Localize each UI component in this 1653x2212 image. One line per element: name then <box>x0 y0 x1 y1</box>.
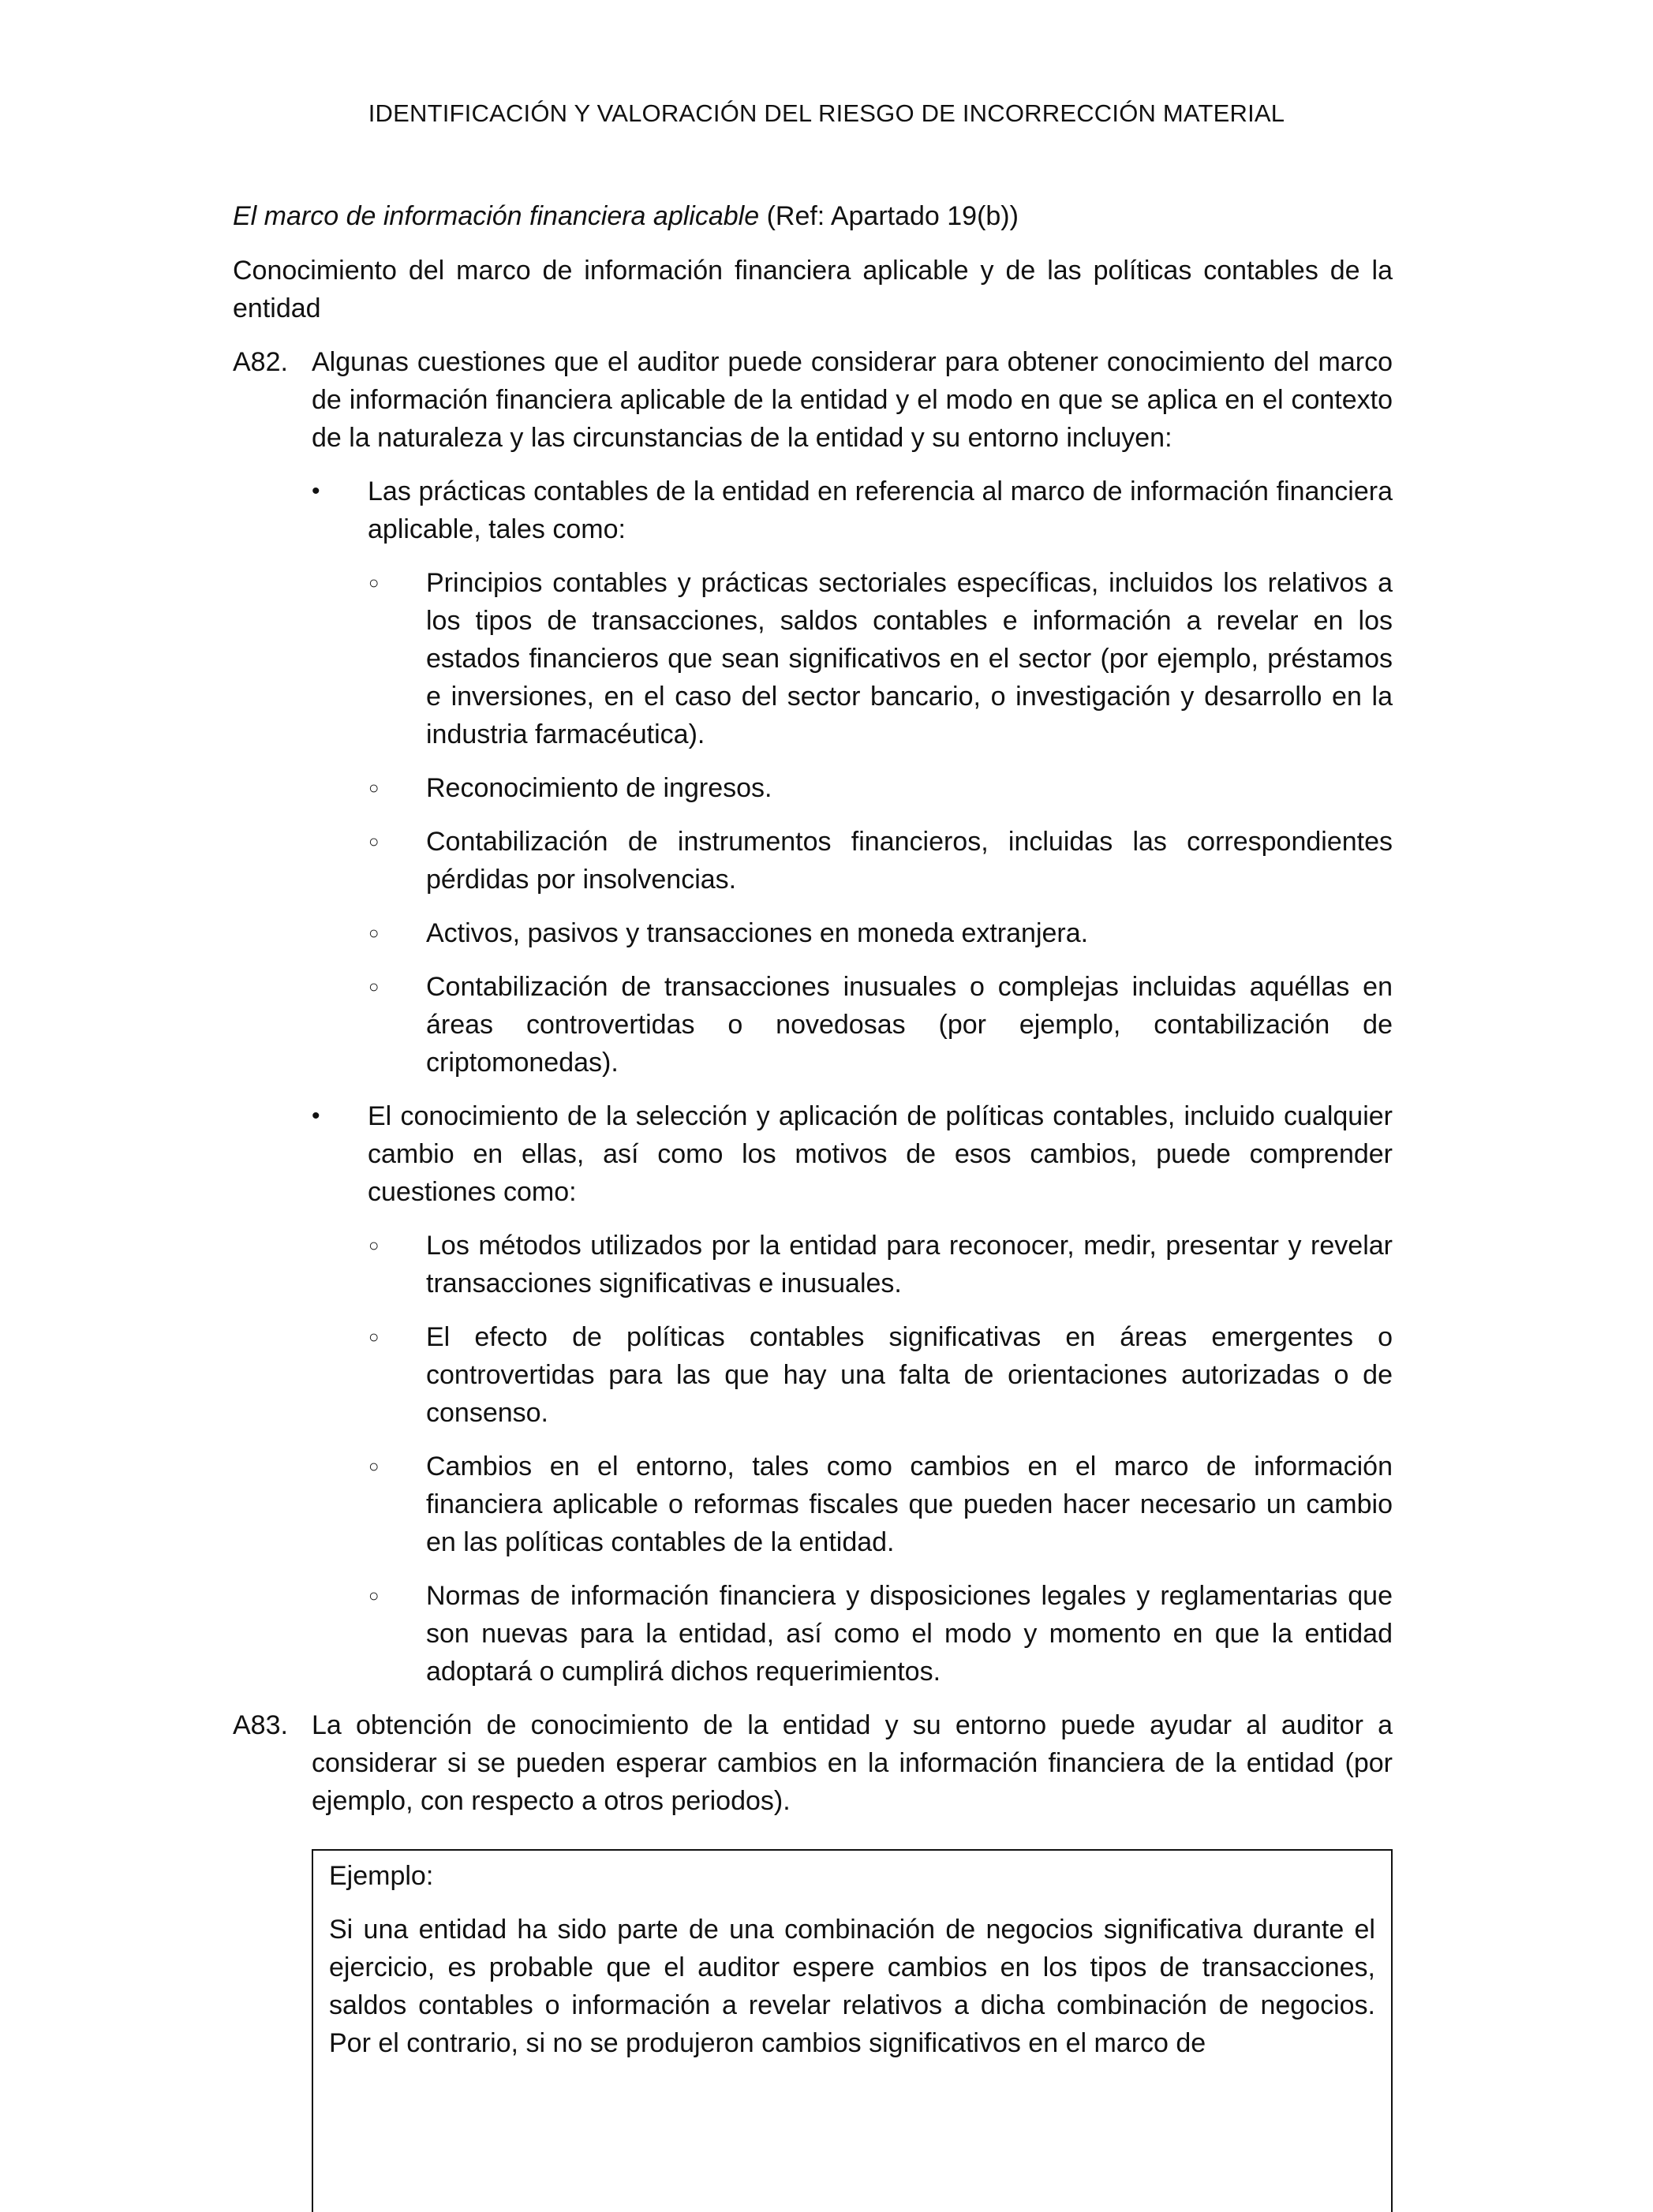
example-title: Ejemplo: <box>329 1861 434 1891</box>
paragraph-a83 <box>233 1706 1393 1820</box>
example-box <box>312 1849 1393 2212</box>
sub-list-item <box>233 1448 1393 1561</box>
section-title-italic: El marco de información financiera aplicable <box>233 201 760 231</box>
sub-list-text: Los métodos utilizados por la entidad para reconocer, medir, presentar y revelar transacciones significativas e inusuales. <box>426 1231 1393 1298</box>
circle-bullet-icon: ○ <box>368 923 380 943</box>
sub-list-item <box>233 1227 1393 1302</box>
paragraph-text: La obtención de conocimiento de la entidad y su entorno puede ayudar al auditor a considerar si se pueden esperar cambios en la información financiera de la entidad (por ejemplo, con respecto a otros periodos). <box>312 1710 1393 1816</box>
sub-list-text: El efecto de políticas contables significativas en áreas emergentes o controvertidas para las que hay una falta de orientaciones autorizadas o de consenso. <box>426 1322 1393 1428</box>
sub-list-item <box>233 564 1393 753</box>
sub-list-item <box>233 769 1393 807</box>
section-title <box>233 197 1393 235</box>
sub-list-item <box>233 1318 1393 1432</box>
sub-list-text: Contabilización de instrumentos financieros, incluidas las correspondientes pérdidas por insolvencias. <box>426 827 1393 895</box>
section-title-reference: (Ref: Apartado 19(b)) <box>759 201 1019 231</box>
circle-bullet-icon: ○ <box>368 977 380 996</box>
paragraph-text: Algunas cuestiones que el auditor puede considerar para obtener conocimiento del marco de información financiera aplicable de la entidad y el modo en que se aplica en el contexto de la naturaleza y las circunstancias de la entidad y su entorno incluyen: <box>312 347 1393 453</box>
bullet-text: El conocimiento de la selección y aplicación de políticas contables, incluido cualquier cambio en ellas, así como los motivos de esos cambios, puede comprender cuestiones como: <box>368 1101 1393 1207</box>
bullet-item <box>233 473 1393 1082</box>
paragraph-number: A82. <box>233 347 288 377</box>
sub-list-text: Activos, pasivos y transacciones en moneda extranjera. <box>426 918 1089 948</box>
running-header: IDENTIFICACIÓN Y VALORACIÓN DEL RIESGO DE INCORRECCIÓN MATERIAL <box>368 99 1285 127</box>
sub-list <box>368 564 1393 1082</box>
sub-list-text: Contabilización de transacciones inusuales o complejas incluidas aquéllas en áreas controvertidas o novedosas (por ejemplo, contabilización de criptomonedas). <box>426 972 1393 1078</box>
bullet-list <box>233 473 1393 1691</box>
paragraph-a82 <box>233 343 1393 457</box>
page-body <box>233 197 1393 1836</box>
sub-list-text: Principios contables y prácticas sectoriales específicas, incluidos los relativos a los tipos de transacciones, saldos contables e información a revelar en los estados financieros que sean significativos en el sector (por ejemplo, préstamos e inversiones, en el caso del sector bancario, o investigación y desarrollo en la industria farmacéutica). <box>426 568 1393 749</box>
paragraph-number: A83. <box>233 1710 288 1740</box>
circle-bullet-icon: ○ <box>368 573 380 592</box>
bullet-text: Las prácticas contables de la entidad en referencia al marco de información financiera aplicable, tales como: <box>368 476 1393 544</box>
sub-list-item <box>233 968 1393 1082</box>
sub-list-item <box>233 914 1393 952</box>
circle-bullet-icon: ○ <box>368 778 380 798</box>
circle-bullet-icon: ○ <box>368 1586 380 1605</box>
sub-list-text: Cambios en el entorno, tales como cambios en el marco de información financiera aplicable o reformas fiscales que pueden hacer necesario un cambio en las políticas contables de la entidad. <box>426 1452 1393 1557</box>
circle-bullet-icon: ○ <box>368 1235 380 1255</box>
circle-bullet-icon: ○ <box>368 1327 380 1347</box>
circle-bullet-icon: ○ <box>368 1456 380 1476</box>
circle-bullet-icon: ○ <box>368 831 380 851</box>
sub-list <box>368 1227 1393 1691</box>
sub-list-item <box>233 823 1393 899</box>
sub-list-text: Normas de información financiera y disposiciones legales y reglamentarias que son nuevas para la entidad, así como el modo y momento en que la entidad adoptará o cumplirá dichos requerimientos. <box>426 1581 1393 1687</box>
example-text: Si una entidad ha sido parte de una combinación de negocios significativa durante el ejercicio, es probable que el auditor espere cambios en los tipos de transacciones, saldos contables o información a revelar relativos a dicha combinación de negocios. Por el contrario, si no se produjeron cambios significativos en el marco de <box>329 1915 1375 2058</box>
sub-list-text: Reconocimiento de ingresos. <box>426 773 772 803</box>
bullet-icon: • <box>312 1103 320 1129</box>
sub-list-item <box>233 1577 1393 1691</box>
section-subheading: Conocimiento del marco de información financiera aplicable y de las políticas contables de la entidad <box>233 256 1393 323</box>
bullet-item <box>233 1097 1393 1691</box>
bullet-icon: • <box>312 478 320 504</box>
